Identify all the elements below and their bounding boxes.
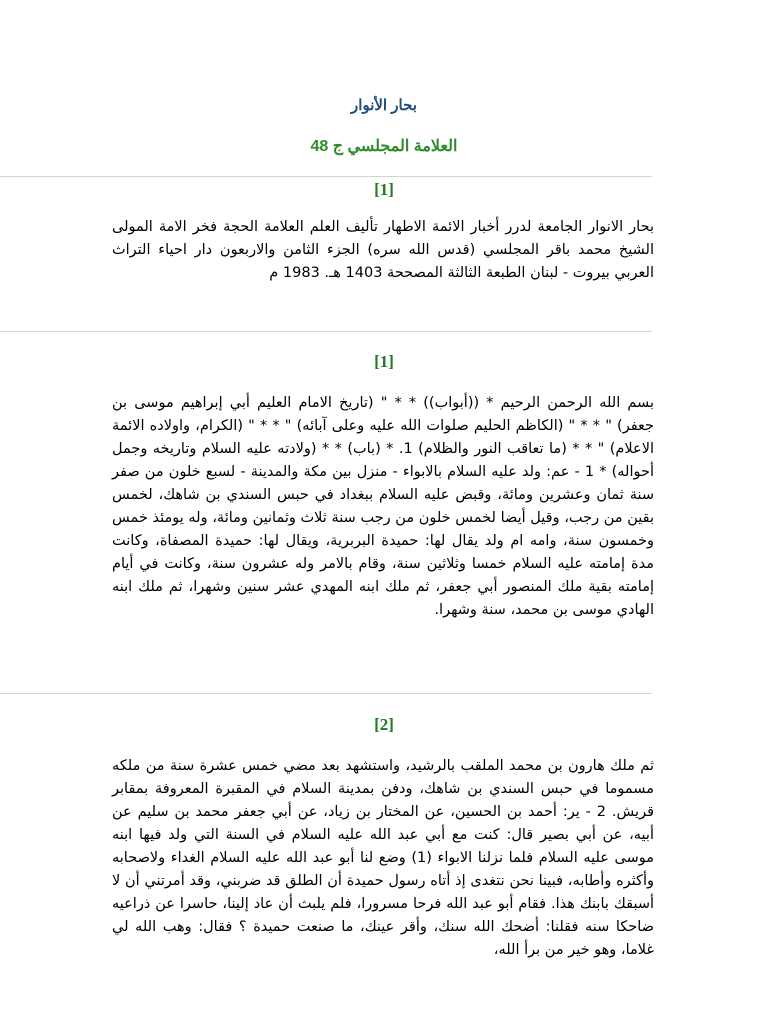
divider	[0, 176, 652, 177]
section-text: بحار الانوار الجامعة لدرر أخبار الائمة الاطهار تأليف العلم العلامة الحجة فخر الامة المولى الشيخ محمد باقر المجلسي (قدس الله سره) الجزء الثامن والاربعون دار احياء التراث العربي بيروت - لبنان الطبعة الثالثة المصححة 1403 هـ. 1983 م	[112, 219, 654, 281]
section-number: [2]	[374, 715, 394, 734]
divider	[0, 693, 652, 694]
book-author-volume: العلامة المجلسي ج 48	[310, 138, 458, 155]
section-text: بسم الله الرحمن الرحيم * ((أبواب)) * * " (تاريخ الامام العليم أبي إبراهيم موسى بن جعفر) " * * " (الكاظم الحليم صلوات الله عليه وعلى آبائه) " * * " (الكرام، واولاده الائمة الاعلام) " * * (ما تعاقب النور والظلام) 1. * (باب) * * (ولادته عليه السلام وتاريخه وجمل أحواله) * 1 - عم: ولد عليه السلام بالابواء - منزل بين مكة والمدينة - لسبع خلون من صفر سنة ثمان وعشرين ومائة، وقبض عليه السلام ببغداد في حبس السندي بن شاهك، لخمس بقين من رجب، وقيل أيضا لخمس خلون من رجب سنة ثلاث وثمانين ومائة، وله يومئذ خمس وخمسون سنة، وامه ام ولد يقال لها: حميدة البربرية، ويقال لها: حميدة المصفاة، وكانت مدة إمامته عليه السلام خمسا وثلاثين سنة، وقام بالامر وله عشرون سنة، وكانت في أيام إمامته بقية ملك المنصور أبي جعفر، ثم ملك ابنه المهدي عشر سنين وشهرا، ثم ملك ابنه الهادي موسى بن محمد، سنة وشهرا.	[112, 395, 654, 618]
book-title: بحار الأنوار	[351, 97, 417, 114]
section-number: [1]	[374, 180, 394, 199]
section-number: [1]	[374, 352, 394, 371]
divider	[0, 331, 652, 332]
section-text: ثم ملك هارون بن محمد الملقب بالرشيد، واستشهد بعد مضي خمس عشرة سنة من ملكه مسموما في حبس السندي بن شاهك، ودفن بمدينة السلام في المقبرة المعروفة بمقابر قريش. 2 - ير: أحمد بن الحسين، عن المختار بن زياد، عن أبي جعفر محمد بن سليم عن أبيه، عن أبي بصير قال: كنت مع أبي عبد الله عليه السلام في السنة التي ولد فيها ابنه موسى عليه السلام فلما نزلنا الابواء (1) وضع لنا أبو عبد الله عليه السلام الغداء ولاصحابه وأكثره وأطابه، فبينا نحن نتغدى إذ أتاه رسول حميدة أن الطلق قد ضربني، وقد أمرتني أن لا أسبقك بابنك هذا. فقام أبو عبد الله فرحا مسرورا، فلم يلبث أن عاد إلينا، حاسرا عن ذراعيه ضاحكا سنه فقلنا: أضحك الله سنك، وأقر عينك، ما صنعت حميدة ؟ فقال: وهب الله لي غلاما، وهو خير من برأ الله،	[112, 758, 654, 958]
